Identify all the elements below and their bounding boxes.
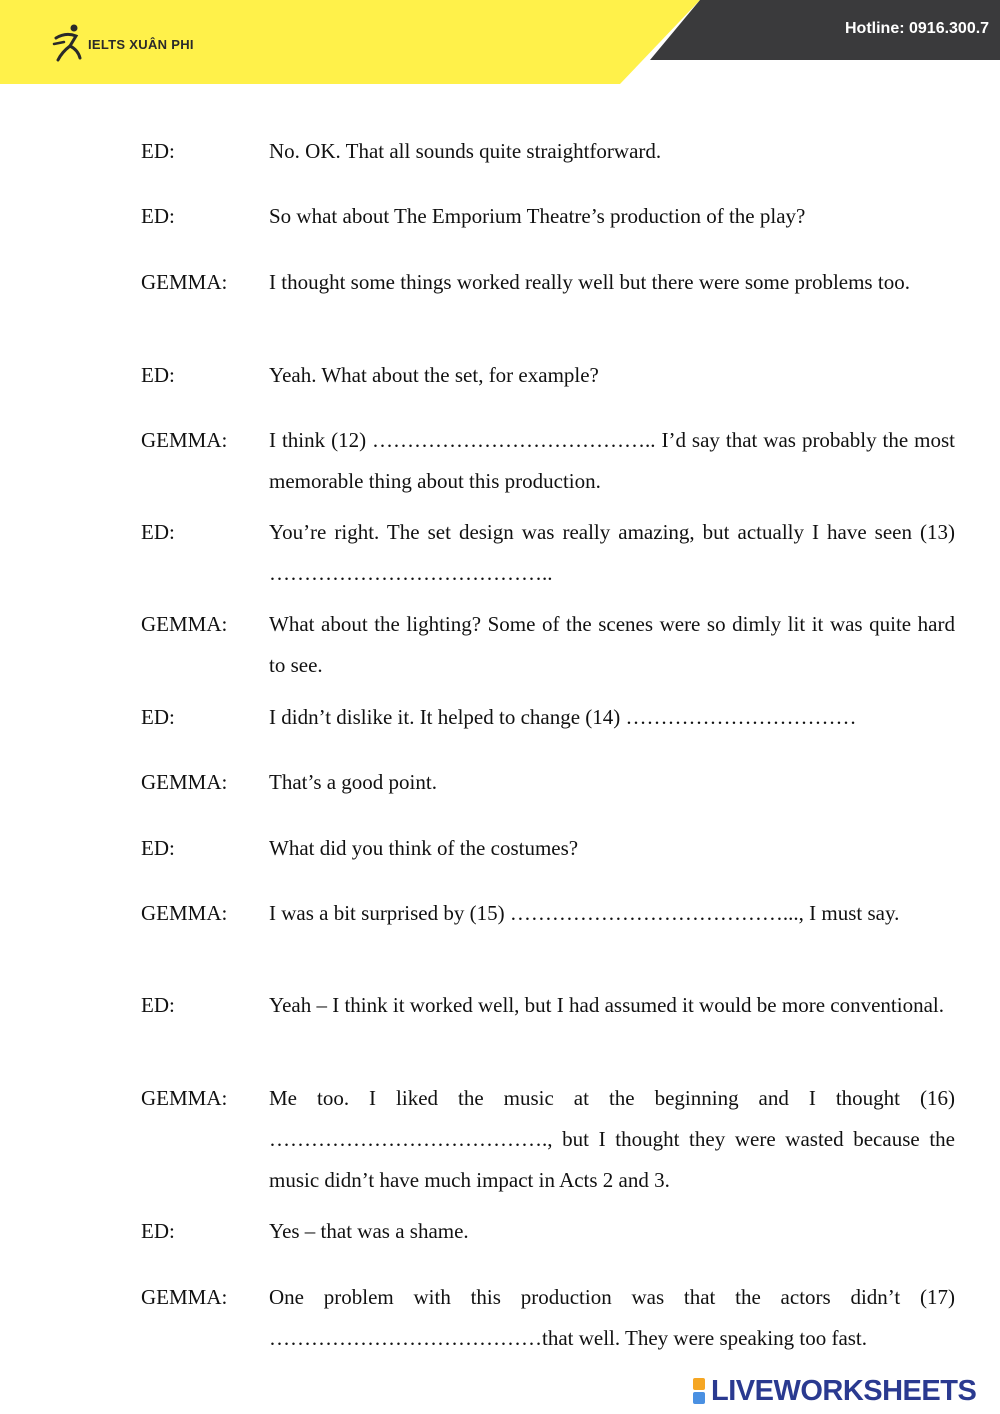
speaker-label: ED:	[141, 1219, 175, 1243]
speech-text: What did you think of the costumes?	[269, 836, 579, 860]
speech-text: No. OK. That all sounds quite straightforward.	[269, 139, 662, 163]
speech-text: Yeah. What about the set, for example?	[269, 363, 599, 387]
speaker-label: ED:	[141, 520, 175, 544]
brand-logo	[52, 22, 194, 62]
speech-text: You’re right. The set design was really amazing, but actually I have seen (13) …………………………………..	[269, 520, 955, 585]
speech-text: Yes – that was a shame.	[269, 1219, 469, 1243]
speech-text: I didn’t dislike it. It helped to change (14) ……………………………	[269, 705, 857, 729]
speech-text: I think (12) ………………………………….. I’d say that was probably the most memorable thing about this production.	[269, 428, 955, 493]
speaker-label: GEMMA:	[141, 612, 228, 636]
speech-text: Yeah – I think it worked well, but I had assumed it would be more conventional.	[269, 993, 944, 1017]
speaker-label: ED:	[141, 993, 175, 1017]
speech-text: Me too. I liked the music at the beginning and I thought (16) …………………………………., but I thought they were wasted because the music didn’t have much impact in Acts 2 and 3.	[269, 1086, 955, 1192]
speech-text: One problem with this production was that the actors didn’t (17) …………………………………that well. They were speaking too fast.	[269, 1285, 955, 1350]
hotline-text: Hotline: 0916.300.7	[845, 20, 990, 37]
liveworksheets-logo-icon	[690, 1376, 708, 1406]
speaker-label: GEMMA:	[141, 428, 228, 452]
speaker-label: GEMMA:	[141, 270, 228, 294]
speaker-label: ED:	[141, 139, 175, 163]
speaker-label: ED:	[141, 363, 175, 387]
speaker-label: ED:	[141, 836, 175, 860]
speech-text: That’s a good point.	[269, 770, 437, 794]
speaker-label: ED:	[141, 204, 175, 228]
speech-text: So what about The Emporium Theatre’s production of the play?	[269, 204, 806, 228]
speech-text: What about the lighting? Some of the scenes were so dimly lit it was quite hard to see.	[269, 612, 955, 677]
speaker-label: ED:	[141, 705, 175, 729]
brand-name: IELTS XUÂN PHI	[88, 36, 194, 52]
page-header	[0, 0, 1000, 84]
runner-logo-icon	[52, 22, 86, 62]
speaker-label: GEMMA:	[141, 901, 228, 925]
speaker-label: GEMMA:	[141, 1285, 228, 1309]
speech-text: I thought some things worked really well but there were some problems too.	[269, 270, 910, 294]
liveworksheets-branding[interactable]	[690, 1374, 976, 1408]
speech-text: I was a bit surprised by (15) …………………………………..., I must say.	[269, 901, 900, 925]
speaker-label: GEMMA:	[141, 770, 228, 794]
speaker-label: GEMMA:	[141, 1086, 228, 1110]
liveworksheets-wordmark: LIVEWORKSHEETS	[711, 1374, 977, 1407]
